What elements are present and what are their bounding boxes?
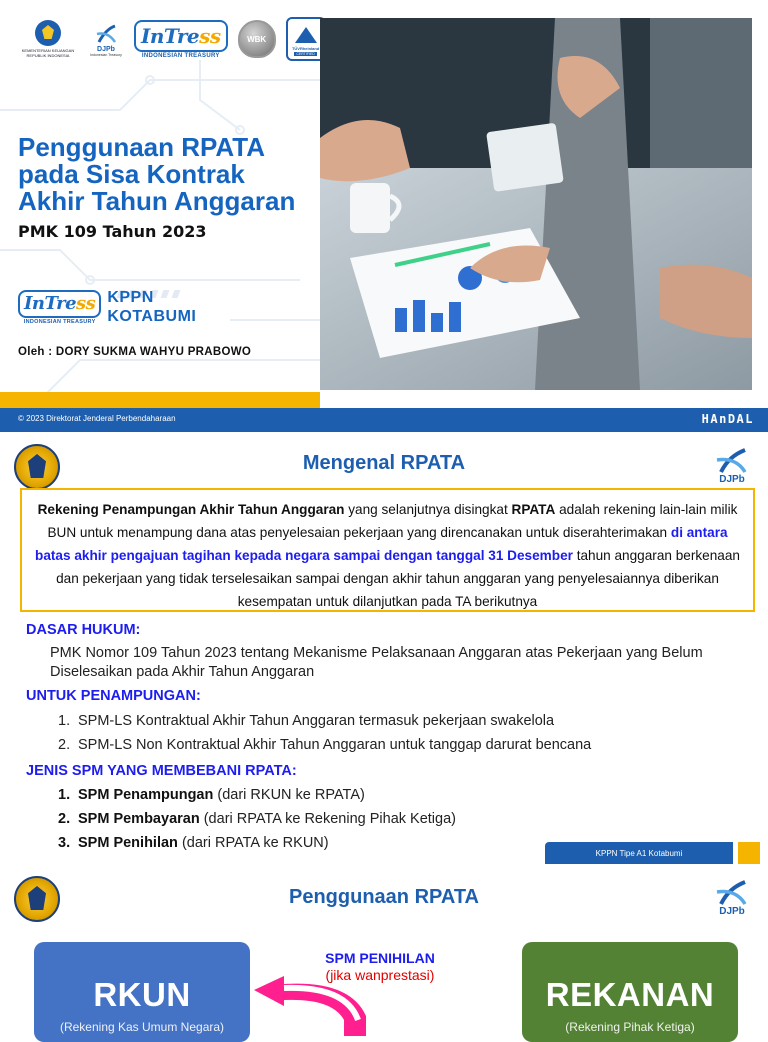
- intress-logo-sub: INDONESIAN TREASURY: [141, 52, 220, 59]
- list-item: [58, 835, 329, 851]
- meeting-photo-illustration: [320, 18, 752, 390]
- djpb-logo-sub: Indonesian Treasury: [90, 52, 122, 57]
- footer-office-tag: KPPN Tipe A1 Kotabumi: [545, 842, 733, 864]
- title-slide: [0, 0, 768, 432]
- kppn-brand: [18, 288, 196, 326]
- list-text: SPM-LS Kontraktual Akhir Tahun Anggaran termasuk pekerjaan swakelola: [78, 713, 555, 729]
- footer-accent-bar: [0, 392, 320, 408]
- return-arrow-icon: [250, 976, 380, 1036]
- rkun-subtitle: (Rekening Kas Umum Negara): [59, 1020, 225, 1034]
- kemenkeu-logo: [18, 20, 78, 58]
- tuv-triangle-icon: [295, 27, 317, 43]
- jenis-spm-heading: JENIS SPM YANG MEMBEBANI RPATA:: [26, 763, 297, 779]
- header-logos: [18, 14, 326, 64]
- definition-text: tahun anggaran berkenaan dan pekerjaan yang tidak terselesaikan sampai dengan akhir tahun anggaran yang penyelesaiannya diberikan kesempatan untuk dilanjutkan pada TA berikutnya: [56, 548, 740, 609]
- intress-logo-text-b: ss: [199, 23, 221, 48]
- list-number: 2.: [58, 811, 71, 827]
- list-number: 3.: [58, 835, 71, 851]
- rekanan-title: REKANAN: [545, 976, 715, 1013]
- slide-title-line: pada Sisa Kontrak: [18, 159, 245, 189]
- list-number: 2.: [58, 737, 71, 753]
- list-text: (dari RPATA ke Rekening Pihak Ketiga): [199, 811, 456, 827]
- list-text: (dari RKUN ke RPATA): [213, 787, 365, 803]
- intress-logo-text-a: InTre: [141, 23, 200, 48]
- djpb-logo-label: DJPb: [719, 474, 745, 485]
- intress-logo-text-b: ss: [76, 292, 96, 314]
- definition-acronym: RPATA: [511, 502, 556, 517]
- djpb-mark-icon: [95, 22, 117, 46]
- penampungan-heading: UNTUK PENAMPUNGAN:: [26, 688, 201, 704]
- intress-logo-text-a: InTre: [24, 292, 77, 314]
- spm-penihilan-text: SPM PENIHILAN: [325, 950, 435, 966]
- footer-accent-square: [738, 842, 760, 864]
- list-number: 1.: [58, 787, 71, 803]
- dasar-hukum-heading: DASAR HUKUM:: [26, 622, 141, 638]
- wbk-badge-text: WBK: [247, 34, 267, 44]
- djpb-logo: [88, 22, 124, 57]
- definition-text: yang selanjutnya disingkat: [344, 502, 512, 517]
- list-term: SPM Penihilan: [78, 835, 178, 851]
- intress-logo: [18, 290, 101, 325]
- rekanan-box: [522, 942, 738, 1042]
- list-item: [58, 787, 365, 803]
- slide-subtitle: PMK 109 Tahun 2023: [18, 222, 207, 241]
- spm-penihilan-label: [300, 950, 460, 984]
- djpb-logo-label: DJPb: [719, 906, 745, 917]
- slide-title-line: Akhir Tahun Anggaran: [18, 186, 296, 216]
- intress-logo-sub: INDONESIAN TREASURY: [23, 318, 96, 325]
- list-number: 1.: [58, 713, 71, 729]
- kppn-name: [107, 288, 196, 326]
- list-term: SPM Penampungan: [78, 787, 214, 803]
- list-item: [58, 713, 554, 729]
- kppn-name-line1: KPPN: [107, 289, 154, 306]
- wanprestasi-note: (jika wanprestasi): [325, 967, 435, 983]
- list-term: SPM Pembayaran: [78, 811, 200, 827]
- meeting-photo: [320, 18, 752, 390]
- rkun-box: [34, 942, 250, 1042]
- footer-copyright: © 2023 Direktorat Jenderal Perbendaharaan: [18, 414, 176, 423]
- rkun-title: RKUN: [93, 976, 191, 1013]
- slide-title-line: Penggunaan RPATA: [18, 132, 265, 162]
- list-item: [58, 811, 456, 827]
- slide-title: [18, 134, 318, 215]
- list-text: SPM-LS Non Kontraktual Akhir Tahun Anggaran untuk tanggap darurat bencana: [78, 737, 592, 753]
- intress-logo: [134, 20, 228, 59]
- kppn-name-line2: KOTABUMI: [107, 308, 197, 325]
- author-line: Oleh : DORY SUKMA WAHYU PRABOWO: [18, 346, 252, 358]
- definition-box: [20, 488, 755, 612]
- kemenkeu-logo-text: KEMENTERIAN KEUANGAN REPUBLIK INDONESIA: [21, 48, 75, 58]
- slide-heading: Penggunaan RPATA: [289, 886, 479, 908]
- tuv-logo-name: TÜVRheinland: [291, 46, 320, 51]
- definition-text: adalah rekening lain-lain milik BUN untuk menampung dana atas penyelesaian pekerjaan yang direncanakan untuk diserahterimakan: [47, 502, 738, 540]
- tuv-logo-certified: CERTIFIED: [296, 52, 315, 56]
- definition-term: Rekening Penampungan Akhir Tahun Anggaran: [37, 502, 345, 517]
- footer-handal-logo: HAnDAL: [701, 412, 754, 426]
- list-item: [58, 737, 591, 753]
- rekanan-subtitle: (Rekening Pihak Ketiga): [565, 1020, 695, 1034]
- list-text: (dari RPATA ke RKUN): [177, 835, 329, 851]
- djpb-logo-label: DJPb: [97, 45, 115, 53]
- garuda-emblem-icon: [35, 20, 61, 46]
- wbk-badge-icon: [238, 20, 276, 58]
- slide-heading: Mengenal RPATA: [302, 452, 466, 474]
- usage-slide: [0, 864, 768, 1034]
- dasar-hukum-body: PMK Nomor 109 Tahun 2023 tentang Mekanisme Pelaksanaan Anggaran atas Pekerjaan yang Belum Diselesaikan pada Akhir Tahun Anggaran: [50, 645, 703, 680]
- definition-emphasis: di antara batas akhir pengajuan tagihan kepada negara sampai dengan tanggal 31 Desember: [35, 525, 728, 563]
- definition-slide: [0, 432, 768, 864]
